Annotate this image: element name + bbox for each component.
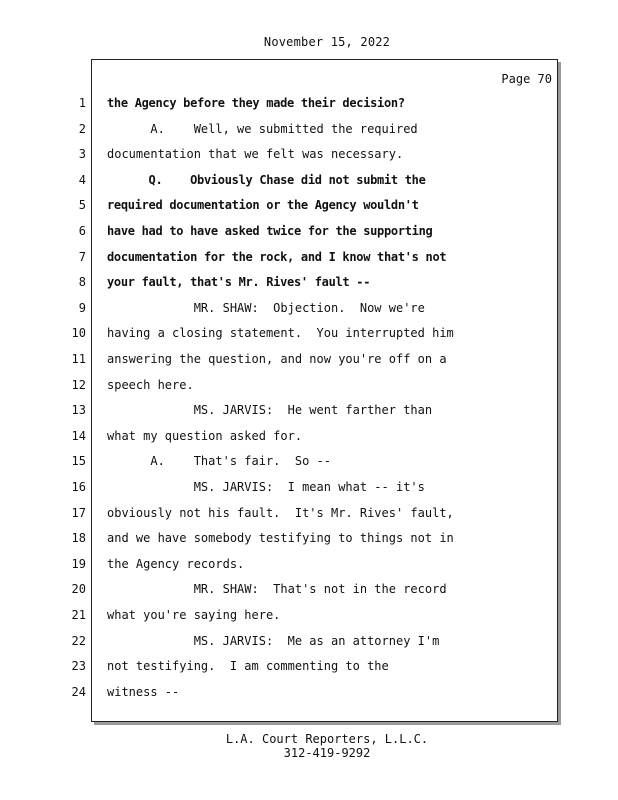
transcript-line: MR. SHAW: Objection. Now we're <box>107 301 425 315</box>
line-number: 9 <box>78 301 86 315</box>
transcript-line: MS. JARVIS: Me as an attorney I'm <box>107 634 440 648</box>
line-number: 24 <box>71 685 86 699</box>
transcript-line: speech here. <box>107 378 194 392</box>
line-number: 3 <box>78 147 86 161</box>
line-number: 1 <box>78 96 86 110</box>
transcript-line: required documentation or the Agency wouldn't <box>107 198 419 212</box>
header-date: November 15, 2022 <box>263 35 391 49</box>
line-number: 10 <box>71 326 86 340</box>
transcript-line: documentation for the rock, and I know that's not <box>107 250 447 264</box>
line-number: 5 <box>78 198 86 212</box>
transcript-line: not testifying. I am commenting to the <box>107 659 389 673</box>
transcript-line: and we have somebody testifying to things not in <box>107 531 454 545</box>
line-number: 6 <box>78 224 86 238</box>
line-number: 22 <box>71 634 86 648</box>
line-number: 20 <box>71 582 86 596</box>
transcript-line: having a closing statement. You interrupted him <box>107 326 454 340</box>
transcript-line: MR. SHAW: That's not in the record <box>107 582 447 596</box>
transcript-line: have had to have asked twice for the supporting <box>107 224 433 238</box>
line-number: 23 <box>71 659 86 673</box>
line-number: 2 <box>78 122 86 136</box>
transcript-line: MS. JARVIS: I mean what -- it's <box>107 480 425 494</box>
transcript-line: your fault, that's Mr. Rives' fault -- <box>107 275 371 289</box>
line-number: 17 <box>71 506 86 520</box>
transcript-line: what you're saying here. <box>107 608 281 622</box>
line-number: 16 <box>71 480 86 494</box>
transcript-line: MS. JARVIS: He went farther than <box>107 403 433 417</box>
page-number: Page 70 <box>501 72 552 86</box>
line-number: 4 <box>78 173 86 187</box>
line-number: 13 <box>71 403 86 417</box>
transcript-line: Q. Obviously Chase did not submit the <box>107 173 426 187</box>
transcript-line: documentation that we felt was necessary. <box>107 147 404 161</box>
transcript-line: the Agency records. <box>107 557 245 571</box>
line-number: 14 <box>71 429 86 443</box>
line-number: 7 <box>78 250 86 264</box>
line-number: 11 <box>71 352 86 366</box>
line-number: 15 <box>71 454 86 468</box>
footer-phone: 312-419-9292 <box>283 746 371 760</box>
transcript-line: what my question asked for. <box>107 429 303 443</box>
footer-company: L.A. Court Reporters, L.L.C. <box>225 732 429 746</box>
transcript-line: A. Well, we submitted the required <box>107 122 418 136</box>
line-number: 8 <box>78 275 86 289</box>
line-number: 12 <box>71 378 86 392</box>
transcript-line: answering the question, and now you're off on a <box>107 352 447 366</box>
transcript-line: witness -- <box>107 685 180 699</box>
line-number: 19 <box>71 557 86 571</box>
transcript-line: A. That's fair. So -- <box>107 454 331 468</box>
line-number: 21 <box>71 608 86 622</box>
transcript-line: the Agency before they made their decision? <box>107 96 405 110</box>
line-number: 18 <box>71 531 86 545</box>
transcript-line: obviously not his fault. It's Mr. Rives' fault, <box>107 506 454 520</box>
